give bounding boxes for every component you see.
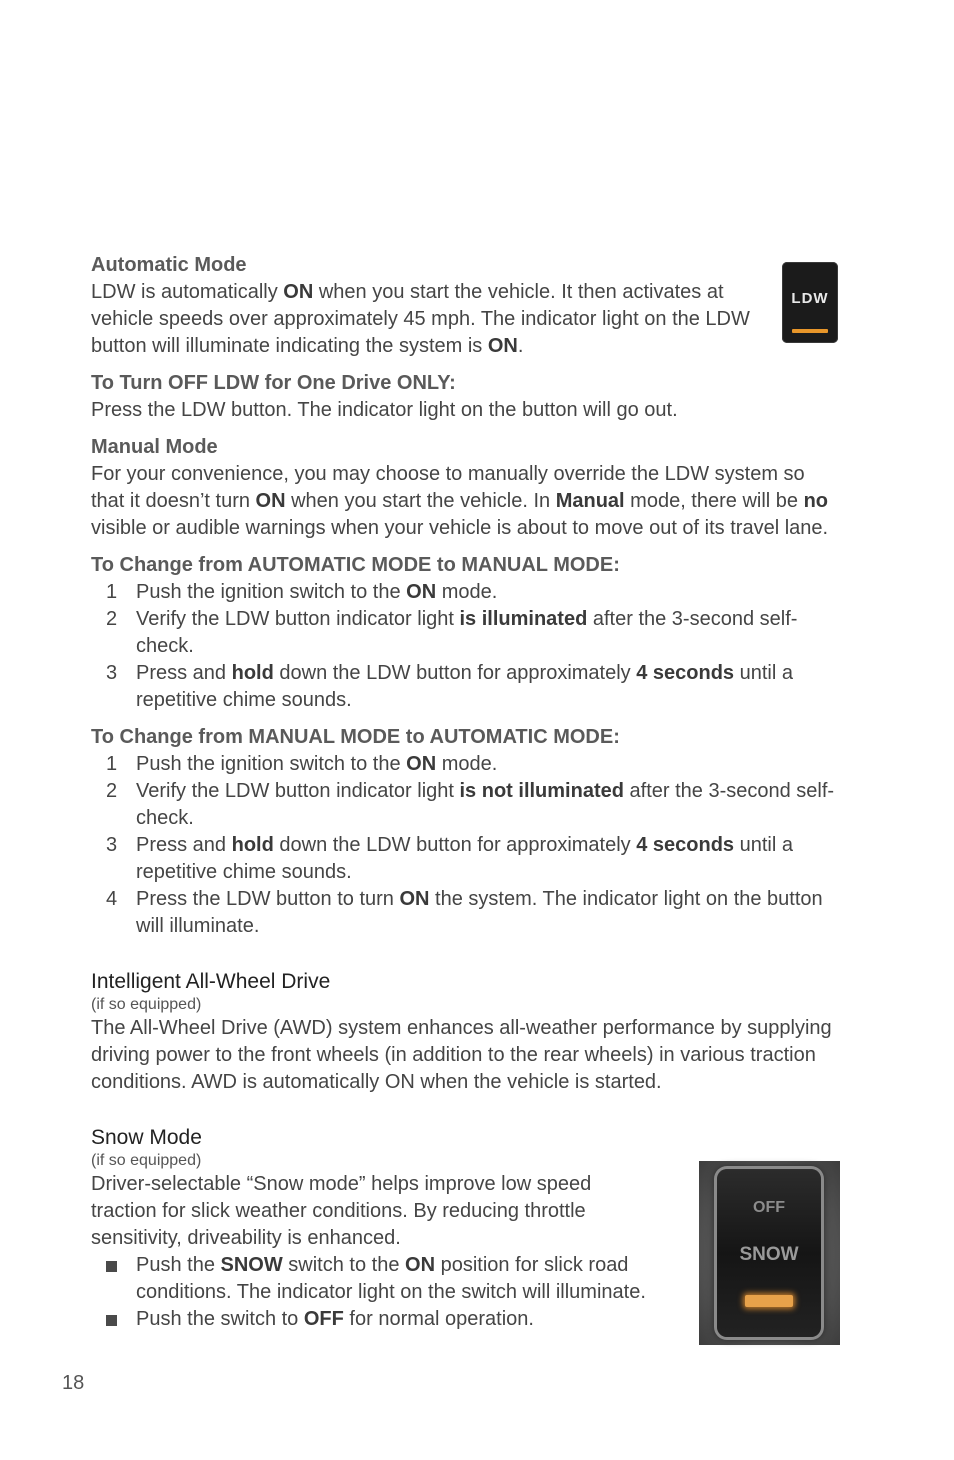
snow-title: Snow Mode [91,1126,202,1149]
awd-title: Intelligent All-Wheel Drive [91,970,331,993]
snow-subtitle: (if so equipped) [91,1152,202,1169]
snow-switch-off-label: OFF [753,1199,785,1216]
ldw-button-image [782,262,838,343]
list-item: 4 Press the LDW button to turn ON the system. The indicator light on the button will illuminate. [106,888,823,937]
list-item: 2 Verify the LDW button indicator light is not illuminated after the 3-second self-check. [106,780,835,829]
snow-switch-snow-label: SNOW [739,1244,799,1265]
snow-switch-image [699,1161,840,1345]
auto-to-manual-heading: To Change from AUTOMATIC MODE to MANUAL MODE: [91,554,620,576]
list-item: 1 Push the ignition switch to the ON mode. [106,753,498,775]
list-item: 3 Press and hold down the LDW button for approximately 4 seconds until a repetitive chime sounds. [106,662,793,711]
automatic-mode-text: LDW is automatically ON when you start the vehicle. It then activates at vehicle speeds over approximately 45 mph. The indicator light on the LDW button will illuminate indicating the system is ON. [91,281,750,357]
awd-text: The All-Wheel Drive (AWD) system enhances all-weather performance by supplying driving power to the front wheels (in addition to the rear wheels) in various traction conditions. AWD is automatically ON when the vehicle is started. [91,1017,832,1093]
list-item: 3 Press and hold down the LDW button for approximately 4 seconds until a repetitive chime sounds. [106,834,793,883]
auto-to-manual-steps [91,579,841,714]
snow-bullets [91,1252,691,1333]
list-item: Push the SNOW switch to the ON position for slick road conditions. The indicator light on the switch will illuminate. [91,1252,691,1306]
ldw-indicator-light [792,329,828,333]
list-item: 2 Verify the LDW button indicator light is illuminated after the 3-second self-check. [106,608,798,657]
bullet-square-icon [106,1315,117,1326]
page-number: 18 [62,1372,85,1394]
ldw-button-label: LDW [791,290,829,307]
snow-text: Driver-selectable “Snow mode” helps improve low speed traction for slick weather conditions. By reducing throttle sensitivity, driveability is enhanced. [91,1173,592,1249]
automatic-mode-heading: Automatic Mode [91,254,247,276]
bullet-square-icon [106,1261,117,1272]
turn-off-heading: To Turn OFF LDW for One Drive ONLY: [91,372,456,394]
snow-switch [717,1169,821,1337]
awd-subtitle: (if so equipped) [91,996,202,1013]
turn-off-text: Press the LDW button. The indicator light on the button will go out. [91,399,678,421]
manual-to-auto-steps [91,751,841,940]
snow-indicator-light [745,1295,793,1307]
manual-to-auto-heading: To Change from MANUAL MODE to AUTOMATIC MODE: [91,726,620,748]
list-item: 1 Push the ignition switch to the ON mode. [106,581,498,603]
list-item: Push the switch to OFF for normal operation. [91,1306,691,1333]
manual-mode-heading: Manual Mode [91,436,218,458]
manual-mode-text: For your convenience, you may choose to manually override the LDW system so that it doesn’t turn ON when you start the vehicle. In Manual mode, there will be no visible or audible warnings when your vehicle is about to move out of its travel lane. [91,463,829,539]
